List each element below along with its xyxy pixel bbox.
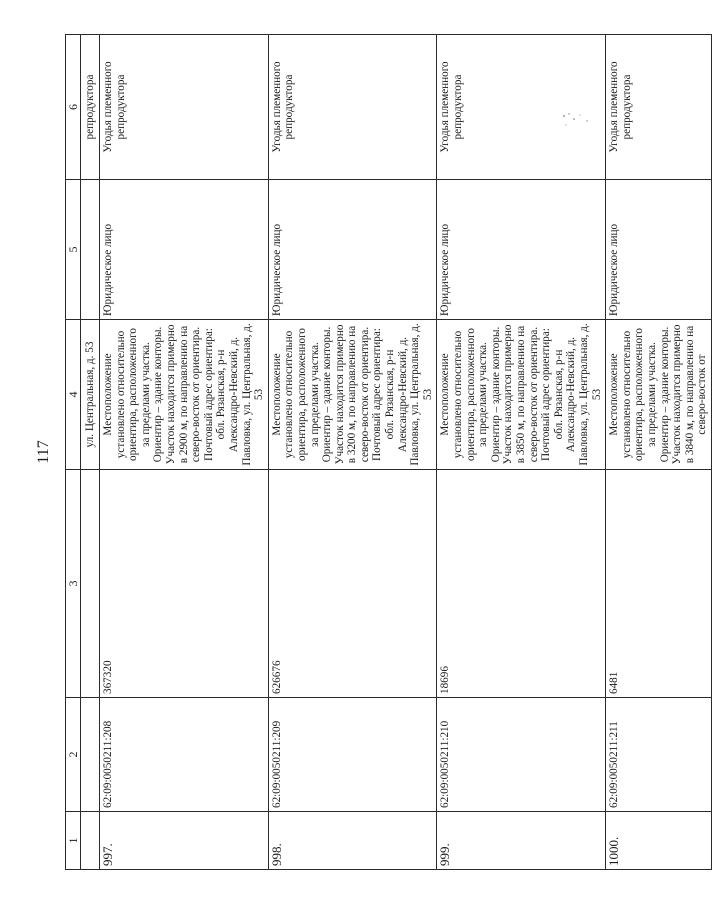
land-use-type: Угодья племенного репродуктора (268, 35, 437, 180)
cadastral-number: 62:09:0050211:211 (606, 698, 712, 812)
cadastral-number: 62:09:0050211:209 (268, 698, 437, 812)
column-header: 2 (66, 698, 81, 812)
column-header: 1 (66, 812, 81, 870)
parcel-area: 18696 (437, 470, 606, 698)
parcel-area: 6481 (606, 470, 712, 698)
land-use-type: Угодья племенного репродуктора (437, 35, 606, 180)
parcel-location: Местоположение установлено относительно ориентира, расположенного за пределами участка. Ориентир – здание конторы. Участок находится примерно в 3840 м, по направлению на северо-восток от (606, 320, 712, 470)
table-row (437, 35, 606, 870)
page-number: 117 (35, 440, 52, 464)
continuation-land-type: репродуктора (81, 35, 100, 180)
parcel-location: Местоположение установлено относительно ориентира, расположенного за пределами участка. Ориентир – здание конторы. Участок находится примерно в 3850 м, по направлению на северо-восток от ориентира. Почтовый адрес ориентира: обл. Рязанская, р-н Александро-Невский, д. Павловка, ул. Центральная, д. 53 (437, 320, 606, 470)
continuation-location: ул. Центральная, д. 53 (81, 320, 100, 470)
row-number: 998. (268, 812, 437, 870)
land-table-rotated (65, 35, 709, 870)
land-use-type: Угодья племенного репродуктора (100, 35, 269, 180)
land-parcels-table (65, 34, 712, 870)
right-holder: Юридическое лицо (437, 180, 606, 320)
table-row (268, 35, 437, 870)
right-holder: Юридическое лицо (606, 180, 712, 320)
parcel-area: 626676 (268, 470, 437, 698)
column-header: 3 (66, 470, 81, 698)
column-header: 6 (66, 35, 81, 180)
land-use-type: Угодья племенного репродуктора (606, 35, 712, 180)
continuation-row (81, 35, 100, 870)
table-header-row (66, 35, 81, 870)
parcel-location: Местоположение установлено относительно ориентира, расположенного за пределами участка. Ориентир – здание конторы. Участок находится примерно в 3200 м, по направлению на северо-восток от ориентира. Почтовый адрес ориентира: обл. Рязанская, р-н Александро-Невский, д. Павловка, ул. Центральная, д. 53 (268, 320, 437, 470)
table-row (606, 35, 712, 870)
table-row (100, 35, 269, 870)
row-number: 1000. (606, 812, 712, 870)
row-number: 999. (437, 812, 606, 870)
land-table-container (65, 35, 709, 870)
parcel-location: Местоположение установлено относительно ориентира, расположенного за пределами участка. Ориентир – здание конторы. Участок находится примерно в 2900 м, по направлению на северо-восток от ориентира. Почтовый адрес ориентира: обл. Рязанская, р-н Александро-Невский, д. Павловка, ул. Центральная, д. 53 (100, 320, 269, 470)
cadastral-number: 62:09:0050211:210 (437, 698, 606, 812)
parcel-area: 367320 (100, 470, 269, 698)
row-number: 997. (100, 812, 269, 870)
scan-specks (560, 110, 600, 150)
right-holder: Юридическое лицо (100, 180, 269, 320)
column-header: 4 (66, 320, 81, 470)
cadastral-number: 62:09:0050211:208 (100, 698, 269, 812)
right-holder: Юридическое лицо (268, 180, 437, 320)
column-header: 5 (66, 180, 81, 320)
